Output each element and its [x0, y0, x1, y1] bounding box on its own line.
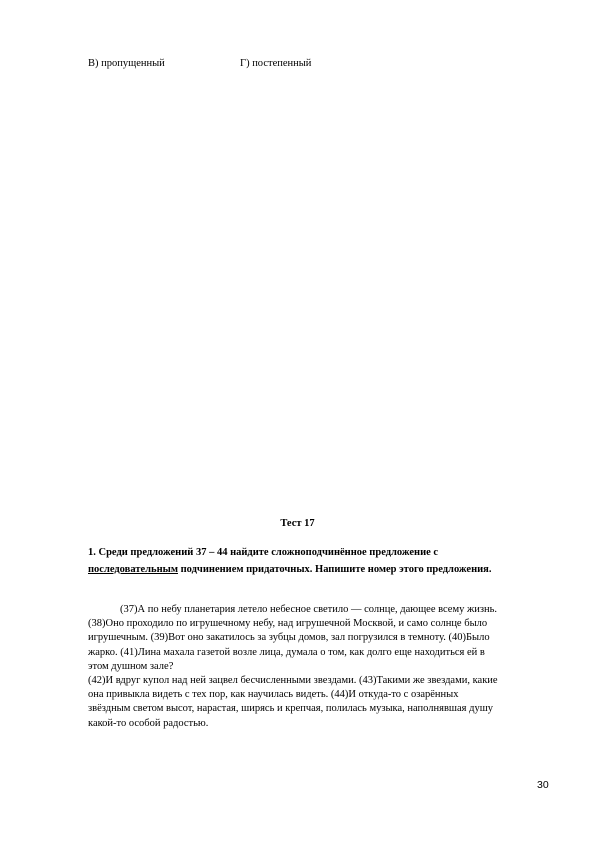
passage-line: (42)И вдруг купол над ней зацвел бесчисленными звездами. (43)Такими же звездами, какие: [88, 675, 498, 687]
option-b: В) пропущенный: [88, 58, 165, 69]
task-text-part2: подчинением придаточных. Напишите номер этого предложения.: [177, 564, 492, 575]
passage-line: этом душном зале?: [88, 660, 174, 672]
passage-line: жарко. (41)Лина махала газетой возле лица, думала о том, как долго еще находиться ей в: [88, 646, 485, 658]
page-number: 30: [537, 779, 549, 791]
reading-passage: [88, 603, 558, 731]
passage-line: игрушечным. (39)Вот оно закатилось за зубцы домов, зал погрузился в темноту. (40)Было: [88, 632, 490, 644]
test-title: Тест 17: [280, 518, 315, 529]
task-underlined-word: последовательным: [88, 564, 178, 575]
passage-line: она привыкла видеть с тех пор, как научилась видеть. (44)И откуда-то с озарённых: [88, 689, 459, 701]
task-question: [88, 544, 558, 578]
option-g: Г) постепенный: [240, 58, 312, 69]
passage-line: (38)Оно проходило по игрушечному небу, над игрушечной Москвой, и само солнце было: [88, 618, 488, 630]
passage-line: какой-то особой радостью.: [88, 717, 209, 729]
task-text-part1: 1. Среди предложений 37 – 44 найдите сложноподчинённое предложение с: [88, 547, 439, 558]
passage-line: звёздным светом высот, нарастая, ширясь и крепчая, полилась музыка, наполнявшая душу: [88, 703, 494, 715]
passage-line: (37)А по небу планетария летело небесное светило — солнце, дающее всему жизнь.: [120, 604, 498, 615]
